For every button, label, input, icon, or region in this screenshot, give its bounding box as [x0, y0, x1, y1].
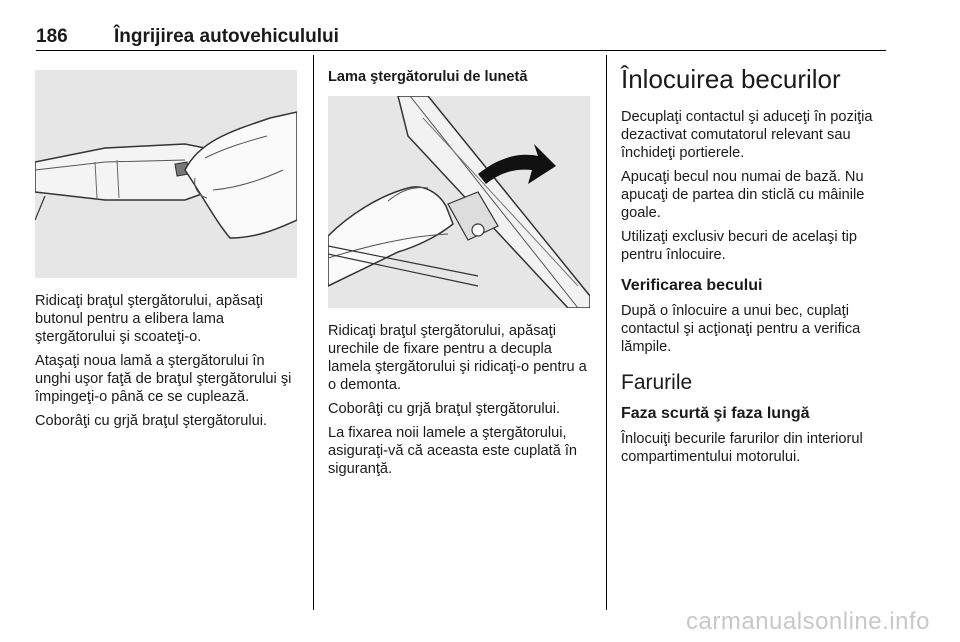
col1-paragraph: Coborâţi cu grjă braţul ştergătorului.: [35, 413, 267, 429]
page-header: [36, 26, 886, 50]
wiper-blade-release-illustration: [35, 70, 297, 278]
col3-paragraph: După o înlocuire a unui bec, cuplaţi contactul şi acţionaţi pentru a verifica lămpile.: [621, 303, 861, 355]
column-divider-2: [606, 55, 607, 610]
column-2-text: [328, 322, 598, 484]
col1-paragraph: Ataşaţi noua lamă a ştergătorului în unghi uşor faţă de braţul ştergătorului şi împingeţi-o până ce se cuplează.: [35, 353, 292, 405]
col3-paragraph: Utilizaţi exclusiv becuri de acelaşi tip pentru înlocuire.: [621, 229, 858, 263]
column-1-text: [35, 292, 303, 436]
rear-wiper-illustration: [328, 96, 590, 308]
bulb-check-heading: Verificarea becului: [621, 277, 763, 294]
rear-wiper-title: Lama ştergătorului de lunetă: [328, 69, 528, 85]
col2-paragraph: Ridicaţi braţul ştergătorului, apăsaţi urechile de fixare pentru a decupla lamela ştergătorului şi ridicaţi-o pentru a o demonta.: [328, 323, 587, 393]
low-high-beam-heading: Faza scurtă şi faza lungă: [621, 405, 810, 422]
headlights-heading: Farurile: [621, 371, 693, 394]
page-number: 186: [36, 26, 68, 47]
bulb-replacement-heading: Înlocuirea becurilor: [621, 64, 841, 94]
col3-paragraph: Înlocuiţi becurile farurilor din interiorul compartimentului motorului.: [621, 431, 863, 465]
col2-paragraph: La fixarea noii lamele a ştergătorului, asiguraţi-vă că aceasta este cuplată în siguranţă.: [328, 425, 578, 477]
column-divider-1: [313, 55, 314, 610]
column-3-text: [621, 64, 891, 472]
col3-paragraph: Apucaţi becul nou numai de bază. Nu apucaţi de partea din sticlă cu mâinile goale.: [621, 169, 865, 221]
col1-paragraph: Ridicaţi braţul ştergătorului, apăsaţi butonul pentru a elibera lama ştergătorului şi scoateţi-o.: [35, 293, 263, 345]
header-rule: [36, 50, 886, 51]
column-2-heading: [328, 68, 598, 92]
watermark: carmanualsonline.info: [686, 608, 930, 635]
chapter-title: Îngrijirea autovehiculului: [114, 26, 339, 47]
col3-paragraph: Decuplaţi contactul şi aduceţi în poziţia dezactivat comutatorul relevant sau închideţi portierele.: [621, 109, 873, 161]
col2-paragraph: Coborâţi cu grjă braţul ştergătorului.: [328, 401, 560, 417]
